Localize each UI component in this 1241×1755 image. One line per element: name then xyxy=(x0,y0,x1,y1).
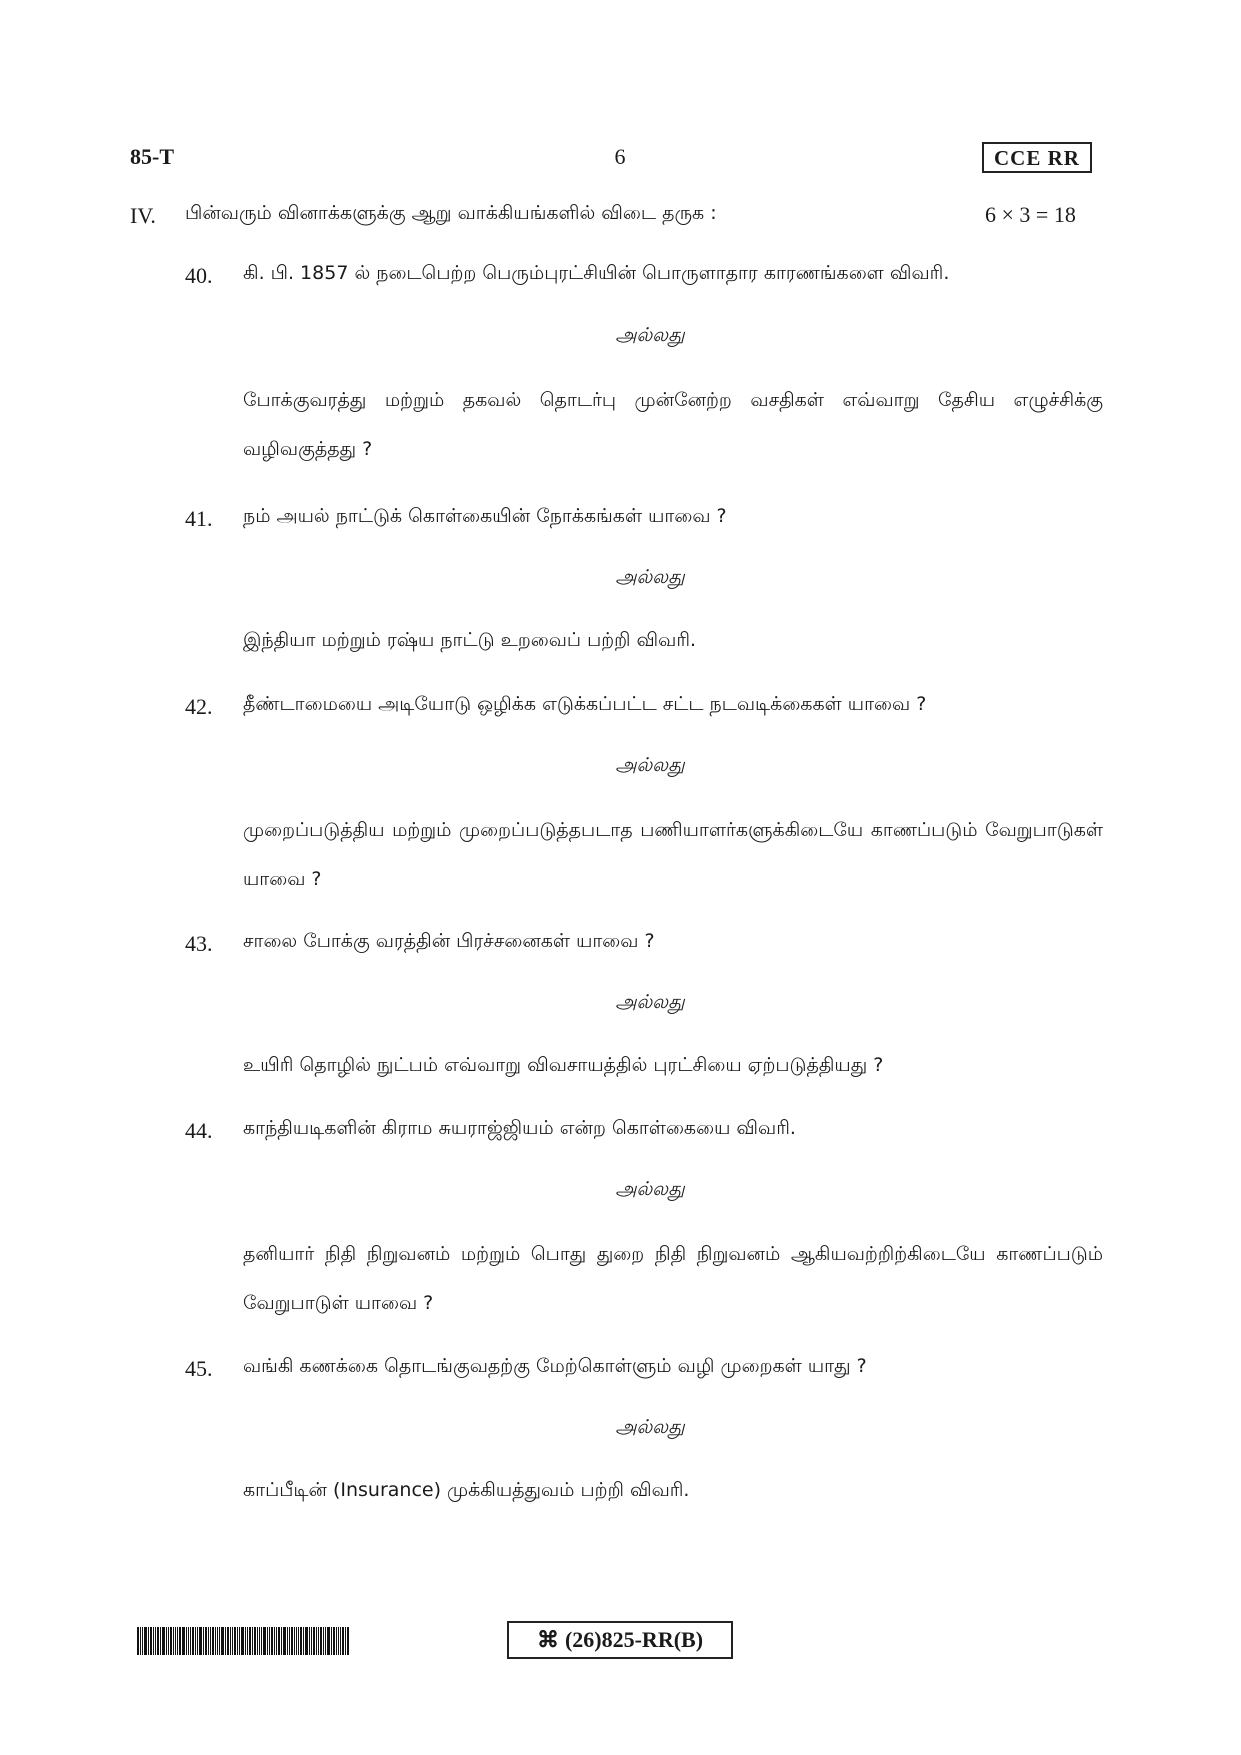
barcode-bar xyxy=(205,1627,207,1655)
barcode-bar xyxy=(239,1627,240,1655)
barcode-bar xyxy=(241,1627,244,1655)
barcode-bar xyxy=(320,1627,322,1655)
barcode-bar xyxy=(160,1627,161,1655)
alternative-question: இந்தியா மற்றும் ரஷ்ய நாட்டு உறவைப் பற்றி விவரி. xyxy=(243,629,697,651)
barcode-bar xyxy=(237,1627,238,1655)
barcode-bar xyxy=(252,1627,253,1655)
question-number: 43. xyxy=(185,931,213,956)
barcode-bar xyxy=(217,1627,218,1655)
footer-code: (26)825-RR(B) xyxy=(564,1627,704,1652)
barcode-bar xyxy=(276,1627,277,1655)
barcode-bar xyxy=(245,1627,246,1655)
question-text: தீண்டாமையை அடியோடு ஒழிக்க எடுக்கப்பட்ட சட்ட நடவடிக்கைகள் யாவை ? xyxy=(243,693,927,715)
barcode-bar xyxy=(340,1627,341,1655)
barcode-bar xyxy=(247,1627,248,1655)
barcode-bar xyxy=(313,1627,315,1655)
barcode-bar xyxy=(182,1627,185,1655)
barcode-bar xyxy=(170,1627,172,1655)
barcode-bar xyxy=(318,1627,319,1655)
section-instruction: பின்வரும் வினாக்களுக்கு ஆறு வாக்கியங்களில் விடை தருக : xyxy=(185,202,717,224)
barcode-bar xyxy=(179,1627,181,1655)
barcode-bar xyxy=(300,1627,302,1655)
barcode-bar xyxy=(338,1627,339,1655)
barcode-bar xyxy=(210,1627,211,1655)
barcode-bar xyxy=(203,1627,204,1655)
question-number: 41. xyxy=(185,506,213,531)
or-label: அல்லது xyxy=(615,1178,685,1200)
paper-code: 85-T xyxy=(130,144,174,169)
barcode-bar xyxy=(232,1627,233,1655)
or-label: அல்லது xyxy=(615,566,685,588)
barcode-icon xyxy=(137,1627,367,1655)
barcode-bar xyxy=(342,1627,344,1655)
barcode-bar xyxy=(249,1627,251,1655)
barcode-bar xyxy=(186,1627,187,1655)
barcode-bar xyxy=(166,1627,167,1655)
barcode-bar xyxy=(230,1627,231,1655)
barcode-bar xyxy=(215,1627,216,1655)
barcode-bar xyxy=(289,1627,290,1655)
barcode-bar xyxy=(345,1627,346,1655)
barcode-bar xyxy=(212,1627,214,1655)
barcode-bar xyxy=(221,1627,224,1655)
barcode-bar xyxy=(347,1627,349,1655)
barcode-bar xyxy=(153,1627,154,1655)
barcode-bar xyxy=(325,1627,326,1655)
alternative-question: போக்குவரத்து மற்றும் தகவல் தொடர்பு முன்னேற்ற வசதிகள் எவ்வாறு தேசிய எழுச்சிக்கு வழிவகுத்தது ? xyxy=(243,389,1103,460)
barcode-bar xyxy=(168,1627,169,1655)
barcode-bar xyxy=(195,1627,196,1655)
barcode-bar xyxy=(305,1627,308,1655)
question-number: 42. xyxy=(185,694,213,719)
or-label: அல்லது xyxy=(615,991,685,1013)
alternative-question: காப்பீடின் (Insurance) முக்கியத்துவம் பற்றி விவரி. xyxy=(243,1479,690,1501)
barcode-bar xyxy=(333,1627,335,1655)
barcode-bar xyxy=(137,1627,139,1655)
barcode-bar xyxy=(142,1627,143,1655)
barcode-bar xyxy=(294,1627,295,1655)
section-marks: 6 × 3 = 18 xyxy=(985,202,1076,227)
barcode-bar xyxy=(271,1627,273,1655)
alternative-question: உயிரி தொழில் நுட்பம் எவ்வாறு விவசாயத்தில் புரட்சியை ஏற்படுத்தியது ? xyxy=(243,1054,884,1076)
barcode-bar xyxy=(261,1627,262,1655)
barcode-bar xyxy=(283,1627,286,1655)
barcode-bar xyxy=(316,1627,317,1655)
barcode-bar xyxy=(263,1627,266,1655)
barcode-bar xyxy=(327,1627,330,1655)
question-text: காந்தியடிகளின் கிராம சுயராஜ்ஜியம் என்ற கொள்கையை விவரி. xyxy=(243,1117,796,1139)
barcode-bar xyxy=(278,1627,280,1655)
barcode-bar xyxy=(177,1627,178,1655)
question-number: 40. xyxy=(185,263,213,288)
question-number: 44. xyxy=(185,1118,213,1143)
or-label: அல்லது xyxy=(615,1416,685,1438)
barcode-bar xyxy=(227,1627,229,1655)
barcode-bar xyxy=(175,1627,176,1655)
question-text: வங்கி கணக்கை தொடங்குவதற்கு மேற்கொள்ளும் வழி முறைகள் யாது ? xyxy=(243,1355,867,1377)
barcode-bar xyxy=(257,1627,258,1655)
question-number: 45. xyxy=(185,1356,213,1381)
barcode-bar xyxy=(150,1627,152,1655)
barcode-bar xyxy=(269,1627,270,1655)
barcode-bar xyxy=(148,1627,149,1655)
barcode-bar xyxy=(140,1627,141,1655)
barcode-bar xyxy=(287,1627,288,1655)
question-text: சாலை போக்கு வரத்தின் பிரச்சனைகள் யாவை ? xyxy=(243,930,655,952)
barcode-bar xyxy=(298,1627,299,1655)
barcode-bar xyxy=(309,1627,310,1655)
barcode-bar xyxy=(219,1627,220,1655)
barcode-bar xyxy=(254,1627,256,1655)
barcode-bar xyxy=(323,1627,324,1655)
barcode-bar xyxy=(155,1627,156,1655)
barcode-bar xyxy=(199,1627,202,1655)
barcode-bar xyxy=(259,1627,260,1655)
barcode-bar xyxy=(281,1627,282,1655)
or-label: அல்லது xyxy=(615,324,685,346)
barcode-bar xyxy=(192,1627,194,1655)
command-icon: ⌘ xyxy=(536,1627,559,1652)
barcode-bar xyxy=(296,1627,297,1655)
barcode-bar xyxy=(291,1627,293,1655)
barcode-bar xyxy=(311,1627,312,1655)
barcode-bar xyxy=(208,1627,209,1655)
footer-code-box xyxy=(507,1621,733,1659)
question-text: கி. பி. 1857 ல் நடைபெற்ற பெரும்புரட்சியின் பொருளாதார காரணங்களை விவரி. xyxy=(243,262,950,284)
barcode-bar xyxy=(225,1627,226,1655)
question-text: நம் அயல் நாட்டுக் கொள்கையின் நோக்கங்கள் யாவை ? xyxy=(243,505,727,527)
barcode-bar xyxy=(197,1627,198,1655)
page-number: 6 xyxy=(614,144,626,169)
barcode-bar xyxy=(267,1627,268,1655)
barcode-bar xyxy=(331,1627,332,1655)
barcode-bar xyxy=(162,1627,165,1655)
barcode-bar xyxy=(144,1627,147,1655)
alternative-question: முறைப்படுத்திய மற்றும் முறைப்படுத்தபடாத பணியாளர்களுக்கிடையே காணப்படும் வேறுபாடுகள் யாவை ? xyxy=(243,819,1103,890)
barcode-bar xyxy=(336,1627,337,1655)
barcode-bar xyxy=(303,1627,304,1655)
barcode-bar xyxy=(157,1627,159,1655)
barcode-bar xyxy=(188,1627,189,1655)
or-label: அல்லது xyxy=(615,754,685,776)
section-number: IV. xyxy=(130,203,156,228)
barcode-bar xyxy=(234,1627,236,1655)
alternative-question: தனியார் நிதி நிறுவனம் மற்றும் பொது துறை நிதி நிறுவனம் ஆகியவற்றிற்கிடையே காணப்படும் வேறுபாடுள் யாவை ? xyxy=(243,1243,1103,1314)
barcode-bar xyxy=(190,1627,191,1655)
series-box: CCE RR xyxy=(982,142,1092,173)
barcode-bar xyxy=(173,1627,174,1655)
barcode-bar xyxy=(274,1627,275,1655)
